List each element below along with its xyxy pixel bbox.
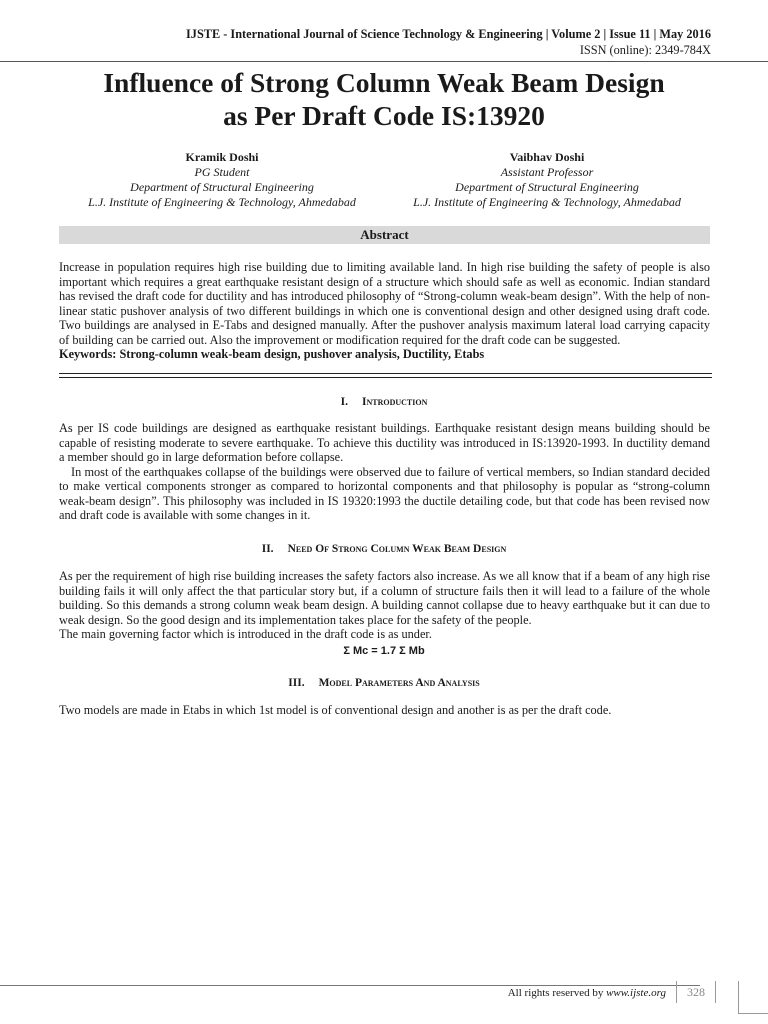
section-number: III. (288, 677, 305, 689)
title-line-2: as Per Draft Code IS:13920 (223, 100, 545, 131)
paragraph: As per IS code buildings are designed as earthquake resistant buildings. Earthquake resistant design means building should be capable of resisting moderate to severe earthquake. To achieve this ductility was introduced in IS:13920-1993. In ductility demand a member should go in large deformation before collapse. (59, 421, 710, 464)
paragraph: The main governing factor which is introduced in the draft code is as under. (59, 627, 432, 641)
page-number: 328 (676, 981, 716, 1003)
section-number: II. (261, 543, 274, 555)
issn: ISSN (online): 2349-784X (579, 43, 711, 57)
author-name: Kramik Doshi (185, 150, 259, 164)
need-body (59, 569, 710, 642)
header-divider (0, 61, 768, 62)
abstract-heading: Abstract (59, 226, 710, 244)
author-institute: L.J. Institute of Engineering & Technology, Ahmedabad (88, 195, 356, 209)
author-institute: L.J. Institute of Engineering & Technology, Ahmedabad (413, 195, 681, 209)
rights-text: All rights reserved by (507, 987, 607, 999)
section-number: I. (340, 396, 348, 408)
abstract-divider (59, 373, 712, 378)
author-2 (367, 150, 727, 210)
journal-header: IJSTE - International Journal of Science Technology & Engineering | Volume 2 | Issue 11 | May 2016 (186, 27, 711, 41)
section-heading-need (0, 543, 768, 555)
section-title: Model Parameters And Analysis (318, 677, 480, 689)
model-body (59, 703, 710, 718)
governing-formula: Σ Mc = 1.7 Σ Mb (343, 645, 425, 657)
section-heading-introduction (0, 396, 768, 408)
paragraph: As per the requirement of high rise building increases the safety factors also increase. As we all know that if a beam of any high rise building fails it will only affect the that particular story but, if a column of structure fails then it will lead to a failure of the whole building. So this demands a strong column weak beam design. A building cannot collapse due to heavy earthquake but it can due to weak design. So the good design and its implementation takes place for the safety of the people. (59, 569, 710, 627)
author-role: PG Student (194, 165, 250, 179)
section-heading-model (0, 677, 768, 689)
author-department: Department of Structural Engineering (455, 180, 639, 194)
section-title: Introduction (361, 396, 428, 408)
page-corner-decoration (738, 981, 768, 1014)
footer-rights (508, 987, 666, 999)
author-1 (42, 150, 402, 210)
website-link[interactable]: www.ijste.org (606, 987, 666, 999)
author-name: Vaibhav Doshi (509, 150, 585, 164)
keywords: Keywords: Strong-column weak-beam design, pushover analysis, Ductility, Etabs (59, 347, 485, 361)
footer-divider (0, 985, 700, 986)
section-title: Need Of Strong Column Weak Beam Design (287, 543, 507, 555)
abstract-text: Increase in population requires high rise building due to limiting available land. In high rise building the safety of people is also important which requires a great earthquake resistant design of a structure which should safe as well as economic. Indian standard has revised the draft code for ductility and has introduced philosophy of “Strong-column weak-beam design”. With the help of non-linear static pushover analysis of two different buildings in which one is conventional design and other designed using draft code. Two buildings are analysed in E-Tabs and designed manually. After the pushover analysis maximum lateral load carrying capacity of building can be carried out. Also the improvement or modification required for the draft code can be suggested. (59, 260, 710, 347)
author-department: Department of Structural Engineering (130, 180, 314, 194)
introduction-body (59, 421, 710, 523)
title-line-1: Influence of Strong Column Weak Beam Design (103, 67, 665, 98)
abstract-body (59, 260, 710, 362)
paper-title (0, 66, 768, 132)
author-role: Assistant Professor (500, 165, 594, 179)
paragraph: Two models are made in Etabs in which 1st model is of conventional design and another is as per the draft code. (59, 703, 612, 717)
paragraph: In most of the earthquakes collapse of the buildings were observed due to failure of vertical members, so Indian standard decided to make vertical components stronger as compared to horizontal components and that philosophy is popular as “strong-column weak-beam design”. This philosophy was included in IS 19320:1993 the ductile detailing code, but that code has been revised now and draft code is available with some changes in it. (59, 464, 710, 522)
